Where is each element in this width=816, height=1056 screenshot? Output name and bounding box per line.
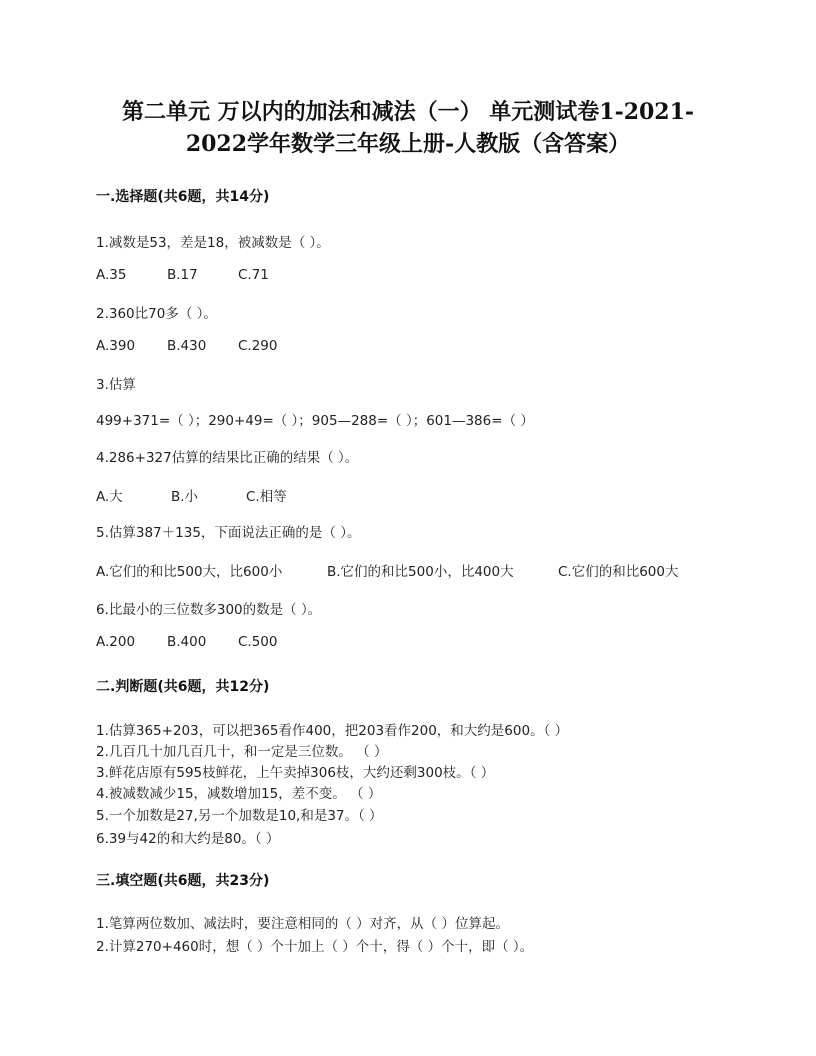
question-4-options	[96, 485, 287, 505]
option-b: B.17	[167, 267, 198, 283]
judge-item: 3.鲜花店原有595枝鲜花，上午卖掉306枝，大约还剩300枝。（ ）	[96, 765, 495, 781]
question-6-options	[96, 634, 278, 650]
option-a: A.200	[96, 634, 136, 650]
judge-item: 2.几百几十加几百几十，和一定是三位数。 （ ）	[96, 744, 388, 760]
option-c: C.500	[238, 634, 278, 650]
question-3: 3.估算	[96, 377, 136, 393]
question-4: 4.286+327估算的结果比正确的结果（ ）。	[96, 450, 359, 466]
option-a: A.35	[96, 267, 127, 283]
document-title	[60, 96, 756, 160]
question-1: 1.减数是53，差是18，被减数是（ ）。	[96, 235, 330, 251]
question-5-options	[96, 560, 679, 580]
option-b: B.400	[167, 634, 207, 650]
option-b: B.它们的和比500小，比400大	[327, 564, 514, 580]
judge-item: 4.被减数减少15，减数增加15，差不变。 （ ）	[96, 786, 382, 802]
title-line-1: 第二单元 万以内的加法和减法（一） 单元测试卷1-2021-	[121, 99, 695, 125]
fill-item: 1.笔算两位数加、减法时，要注意相同的（ ）对齐，从（ ）位算起。	[96, 916, 509, 932]
question-6: 6.比最小的三位数多300的数是（ ）。	[96, 602, 322, 618]
option-b: B.小	[171, 489, 199, 505]
option-c: C.相等	[246, 489, 287, 505]
question-3-estimates: 499+371=（ ）；290+49=（ ）；905—288=（ ）；601—386=（ ）	[96, 413, 534, 429]
section-heading-fill: 三.填空题(共6题，共23分)	[96, 873, 270, 889]
section-heading-judge: 二.判断题(共6题，共12分)	[96, 679, 270, 695]
judge-item: 6.39与42的和大约是80。（ ）	[96, 831, 280, 847]
option-b: B.430	[167, 338, 207, 354]
fill-item: 2.计算270+460时，想（ ）个十加上（ ）个十，得（ ）个十，即（ ）。	[96, 939, 534, 955]
option-c: C.它们的和比600大	[558, 564, 679, 580]
question-2: 2.360比70多（ ）。	[96, 306, 217, 322]
option-a: A.大	[96, 489, 123, 505]
judge-item: 5.一个加数是27,另一个加数是10,和是37。（ ）	[96, 808, 383, 824]
question-2-options	[96, 338, 278, 354]
section-heading-choice: 一.选择题(共6题，共14分)	[96, 189, 270, 205]
option-c: C.71	[238, 267, 269, 283]
judge-item: 1.估算365+203，可以把365看作400，把203看作200，和大约是600。（ ）	[96, 723, 569, 739]
question-1-options	[96, 267, 269, 283]
option-a: A.390	[96, 338, 136, 354]
title-line-2: 2022学年数学三年级上册-人教版（含答案）	[185, 131, 631, 157]
question-5: 5.估算387＋135，下面说法正确的是（ ）。	[96, 525, 361, 541]
option-a: A.它们的和比500大，比600小	[96, 564, 283, 580]
option-c: C.290	[238, 338, 278, 354]
